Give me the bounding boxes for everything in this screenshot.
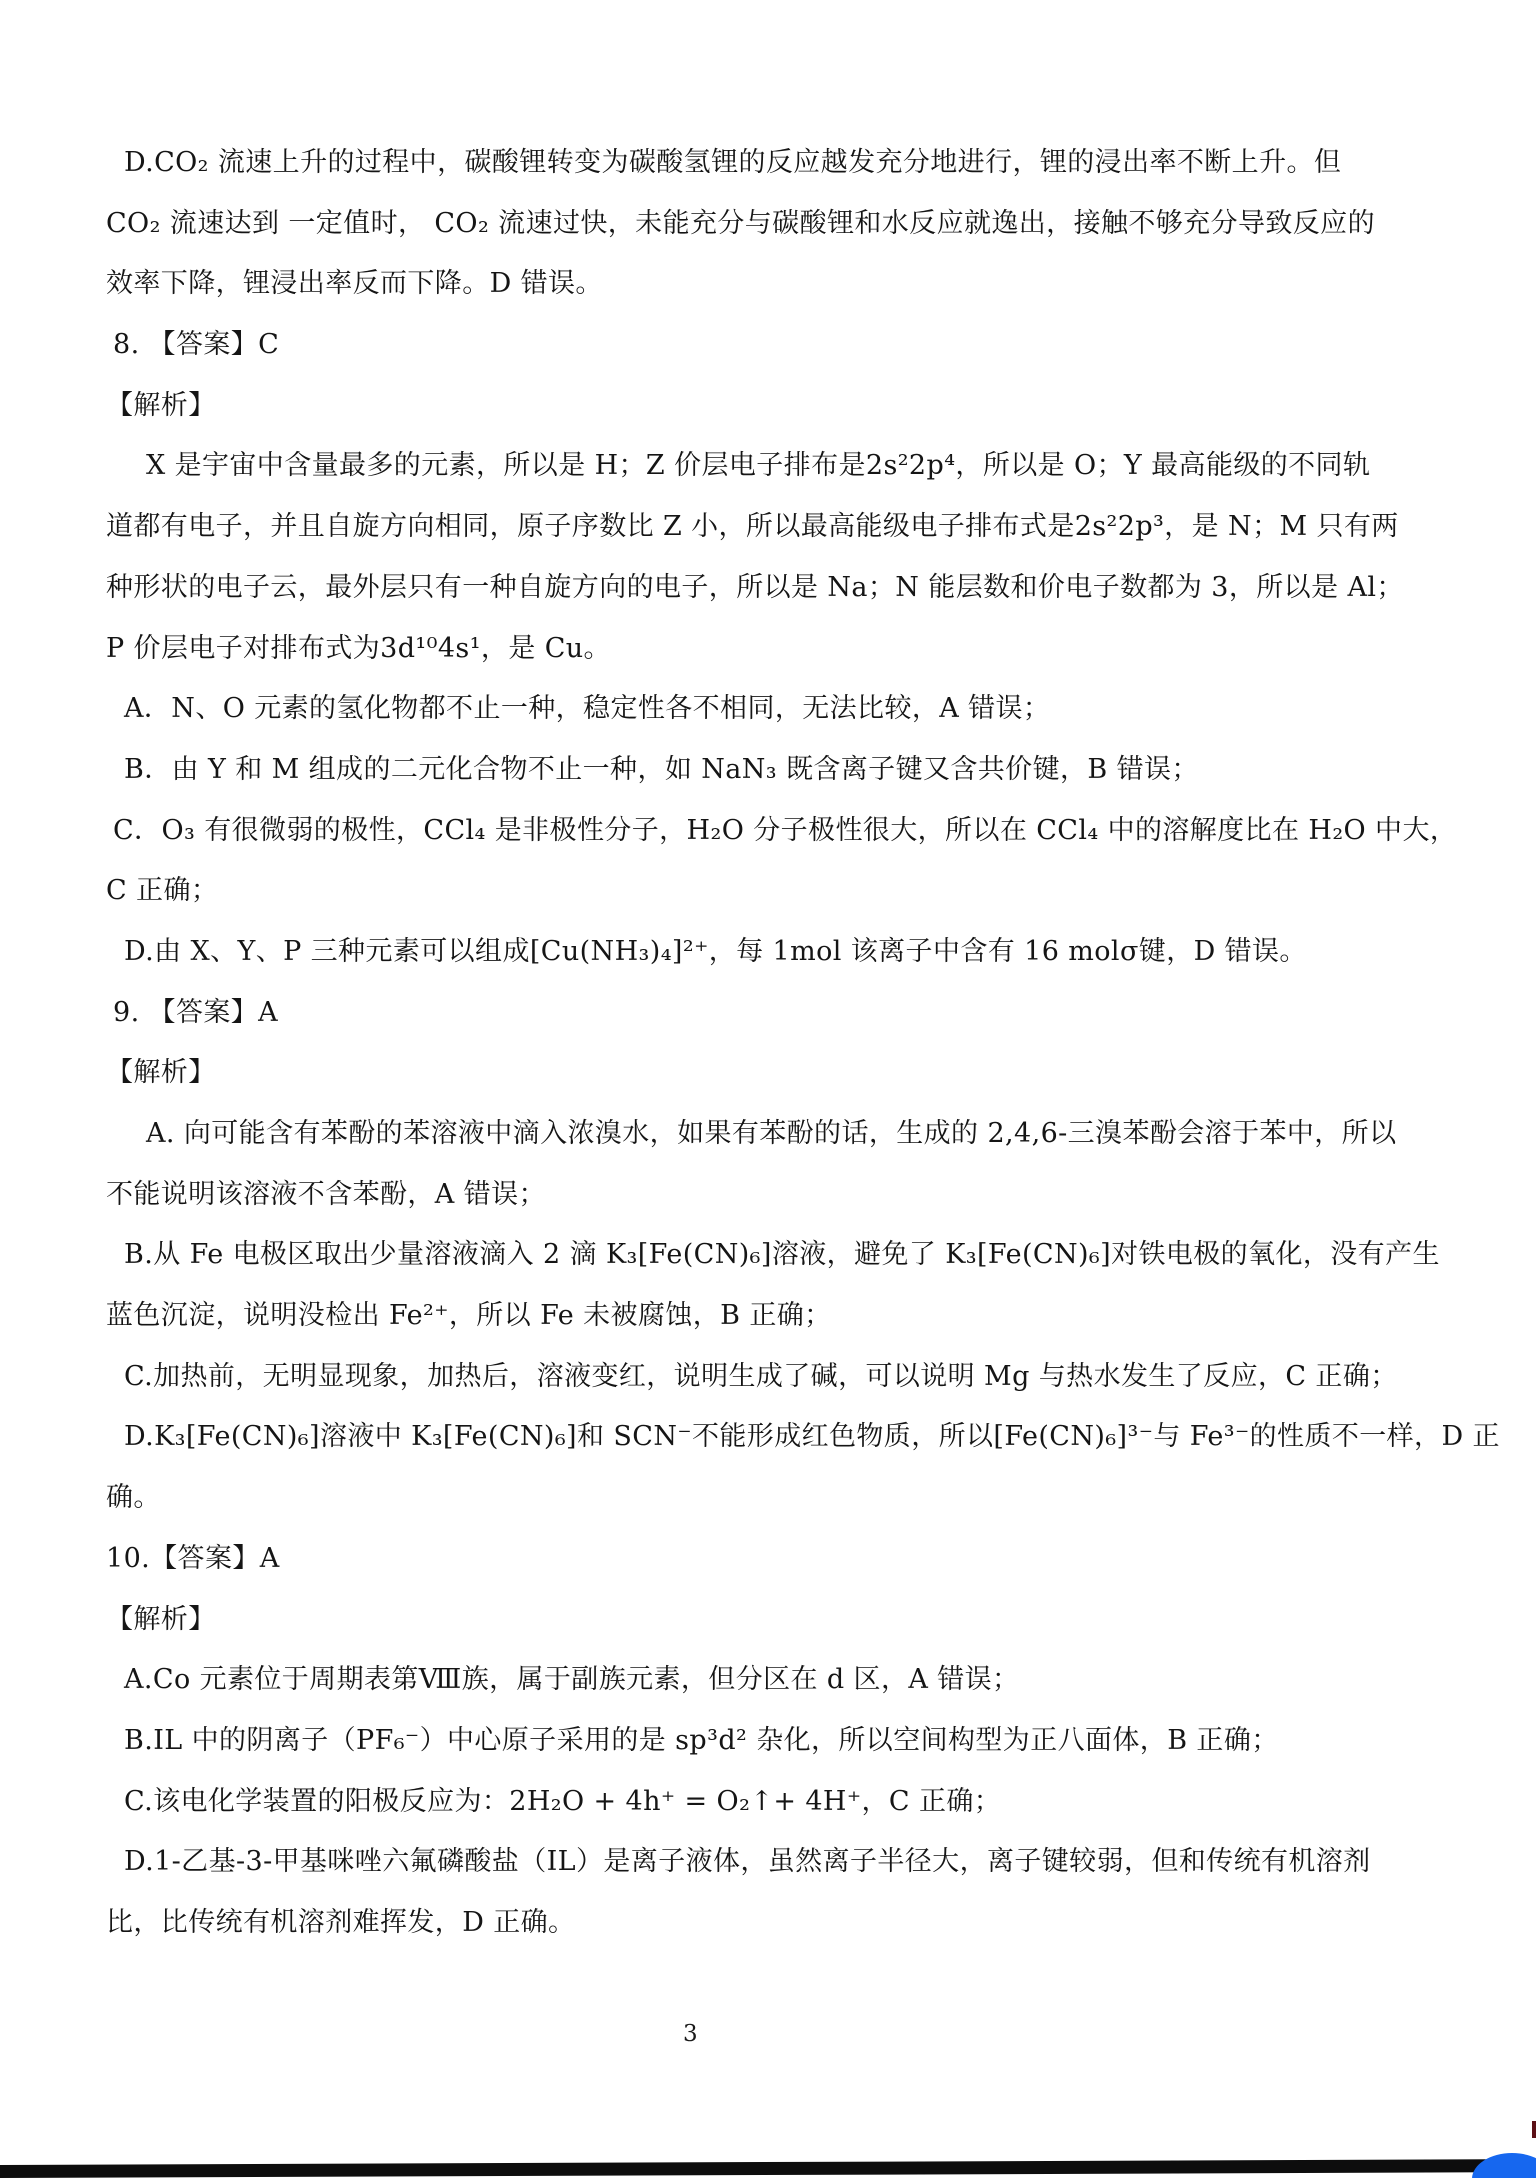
text-line: P 价层电子对排布式为3d¹⁰4s¹，是 Cu。 [106,632,611,664]
text-line: B．由 Y 和 M 组成的二元化合物不止一种，如 NaN₃ 既含离子键又含共价键，B 错误； [124,753,1199,785]
text-line: D.1-乙基-3-甲基咪唑六氟磷酸盐（IL）是离子液体，虽然离子半径大，离子键较弱，但和传统有机溶剂 [124,1846,1371,1878]
text-line: 不能说明该溶液不含苯酚，A 错误； [106,1178,546,1210]
text-line: A.Co 元素位于周期表第Ⅷ族，属于副族元素，但分区在 d 区，A 错误； [124,1664,1020,1696]
text-line: C.加热前，无明显现象，加热后，溶液变红，说明生成了碱，可以说明 Mg 与热水发生了反应，C 正确； [124,1360,1398,1392]
text-line: A. 向可能含有苯酚的苯溶液中滴入浓溴水，如果有苯酚的话，生成的 2,4,6-三溴苯酚会溶于苯中，所以 [146,1118,1397,1149]
text-line: 【解析】 [106,1057,216,1089]
text-line: D.CO₂ 流速上升的过程中，碳酸锂转变为碳酸氢锂的反应越发充分地进行，锂的浸出率不断上升。但 [124,147,1342,178]
text-line: 道都有电子，并且自旋方向相同，原子序数比 Z 小，所以最高能级电子排布式是2s²2p³，是 N；M 只有两 [106,511,1399,543]
text-line: 【解析】 [106,389,216,421]
answer-explanations-text [106,133,1500,1954]
text-line: D.K₃[Fe(CN)₆]溶液中 K₃[Fe(CN)₆]和 SCN⁻不能形成红色物质，所以[Fe(CN)₆]³⁻与 Fe³⁻的性质不一样，D 正 [124,1421,1500,1453]
text-line: 效率下降，锂浸出率反而下降。D 错误。 [106,268,603,300]
text-line: 9. 【答案】A [113,996,279,1028]
page-number: 3 [683,2021,698,2047]
text-line: C．O₃ 有很微弱的极性，CCl₄ 是非极性分子，H₂O 分子极性很大，所以在 CCl₄ 中的溶解度比在 H₂O 中大， [113,814,1458,846]
text-line: 种形状的电子云，最外层只有一种自旋方向的电子，所以是 Na；N 能层数和价电子数都为 3，所以是 Al； [106,571,1404,603]
corner-logo-swoosh [1472,2153,1536,2178]
text-line: A．N、O 元素的氢化物都不止一种，稳定性各不相同，无法比较，A 错误； [124,693,1051,725]
text-line: B.从 Fe 电极区取出少量溶液滴入 2 滴 K₃[Fe(CN)₆]溶液，避免了 K₃[Fe(CN)₆]对铁电极的氧化，没有产生 [124,1239,1440,1271]
text-line: X 是宇宙中含量最多的元素，所以是 H；Z 价层电子排布是2s²2p⁴，所以是 O；Y 最高能级的不同轨 [146,450,1371,482]
text-line: 确。 [106,1482,161,1514]
text-line: 蓝色沉淀，说明没检出 Fe²⁺，所以 Fe 未被腐蚀，B 正确； [106,1300,832,1332]
text-line: 8. 【答案】C [113,329,280,361]
text-line: 【解析】 [106,1603,216,1635]
text-line: 10.【答案】A [106,1542,280,1574]
text-line: 比，比传统有机溶剂难挥发，D 正确。 [106,1906,576,1938]
text-line: B.IL 中的阴离子（PF₆⁻）中心原子采用的是 sp³d² 杂化，所以空间构型为正八面体，B 正确； [124,1724,1279,1756]
text-line: C 正确； [106,875,219,907]
text-line: CO₂ 流速达到 一定值时， CO₂ 流速过快，未能充分与碳酸锂和水反应就逸出，接触不够充分导致反应的 [106,207,1375,239]
bottom-scan-bar [0,2159,1490,2178]
text-line: D.由 X、Y、P 三种元素可以组成[Cu(NH₃)₄]²⁺，每 1mol 该离子中含有 16 molσ键，D 错误。 [124,935,1307,967]
text-line: C.该电化学装置的阳极反应为：2H₂O + 4h⁺ = O₂↑+ 4H⁺，C 正确； [124,1785,1002,1817]
scan-artifact-red-mark [1532,2121,1536,2138]
